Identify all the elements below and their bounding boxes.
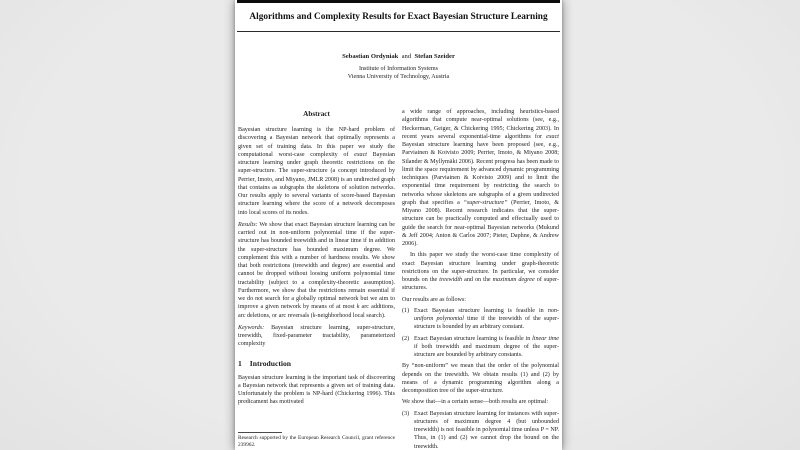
result-item-3 — [402, 410, 559, 450]
introduction-paragraph: Bayesian structure learning is the important task of discovering a Bayesian network that represents a given set of training data. Unfortunately the problem is NP-hard (Chickering 1996). This predicament has motivated — [238, 374, 395, 406]
keywords-paragraph: Keywords: Bayesian structure learning, super-structure, treewidth, fixed-parameter tractability, parameterized complexity — [238, 324, 395, 348]
two-column-body — [238, 108, 559, 450]
affiliation-university: Vienna University of Technology, Austria — [347, 74, 450, 80]
authors-line: Sebastian Ordyniak and Stefan Szeider — [342, 53, 455, 60]
footnote-rule — [238, 432, 282, 433]
results-paragraph: Results: We show that exact Bayesian structure learning can be carried out in non-uniform polynomial time if the super-structure has bounded treewidth and in linear time if in addition the super-structure has bounded maximum degree. We complement this with a number of hardness results. We show that both restrictions (treewidth and degree) are essential and cannot be dropped without loosing uniform polynomial time tractability (subject to a complexity-theoretic assumption). Furthermore, we show that the restrictions remain essential if we do not search for a globally optimal network but we aim to improve a given network by means of at most k arc additions, arc deletions, or arc reversals (k-neighborhood local search). — [238, 221, 395, 319]
col2-paragraph-optimal: We show that—in a certain sense—both results are optimal: — [402, 399, 549, 406]
col2-paragraph-results-intro: Our results are as follows: — [402, 296, 466, 303]
section-title: Introduction — [249, 358, 292, 368]
left-column — [238, 108, 395, 450]
section-number: 1 — [238, 358, 242, 368]
result-item-1 — [402, 307, 559, 332]
col2-paragraph-nonuniform: By “non-uniform” we mean that the order of the polynomial depends on the treewidth. We obtain results (1) and (2) by means of a dynamic programming algorithm along a decomposition tree of the super-structure. — [402, 363, 559, 394]
result-item-2-number: (2) — [402, 335, 410, 342]
title-top-rule — [237, 0, 560, 3]
col2-paragraph-this-paper: In this paper we study the worst-case time complexity of exact Bayesian structure learning under graph-theoretic restrictions on the super-structure. In particular, we consider bounds on the treewidth and on the maximum degree of super-structures. — [402, 252, 559, 292]
result-item-3-text: Exact Bayesian structure learning for instances with super-structures of maximum degree 4 (but unbounded treewidth) is not feasible in polynomial time unless P = NP. Thus, in (1) and (2) we cannot drop the bound on the treewidth. — [414, 410, 559, 450]
section-heading-introduction — [238, 359, 395, 368]
abstract-paragraph: Bayesian structure learning is the NP-hard problem of discovering a Bayesian network that optimally represents a given set of training data. In this paper we study the computational worst-case complexity of exact Bayesian structure learning under graph theoretic restrictions on the super-structure. The super-structure (a concept introduced by Perrier, Imoto, and Miyano, JMLR 2008) is an undirected graph that contains as subgraphs the skeletons of solution networks. Our results apply to several variants of score-based Bayesian structure learning where the score of a network decomposes into local scores of its nodes. — [238, 127, 395, 216]
result-item-1-number: (1) — [402, 307, 410, 314]
paper-title: Algorithms and Complexity Results for Exact Bayesian Structure Learning — [249, 12, 548, 22]
right-column — [402, 108, 559, 450]
footnote — [238, 432, 395, 449]
result-item-2-text: Exact Bayesian structure learning is feasible in linear time if both treewidth and maximum degree of the super-structure are bounded by arbitrary constants. — [414, 335, 559, 358]
title-bottom-rule — [237, 31, 560, 32]
result-item-1-text: Exact Bayesian structure learning is feasible in non-uniform polynomial time if the treewidth of the super-structure is bounded by an arbitrary constant. — [414, 307, 559, 331]
paper-page — [235, 0, 562, 450]
result-item-2 — [402, 335, 559, 360]
col2-paragraph-approaches: a wide range of approaches, including heuristics-based algorithms that compute near-optimal solutions (see, e.g., Heckerman, Geiger, & Chickering 1995; Chickering 2003). In recent years several exponential-time algorithms for exact Bayesian structure learning have been proposed (see, e.g., Parviainen & Koivisto 2009; Perrier, Imoto, & Miyano 2008; Silander & Myllymäki 2006). Recent progress has been made to limit the space requirement by advanced dynamic programming techniques (Parviainen & Koivisto 2009) and to limit the exponential time requirement by restricting the search to networks whose skeletons are subgraphs of a given undirected graph that specifies a “super-structure” (Perrier, Imoto, & Miyano 2008). Recent research indicates that the super-structure can be practically computed and effectually used to guide the search for near-optimal Bayesian networks (Mukund & Jeff 2004; Anton & Carlos 2007; Pieter, Daphne, & Andrew 2006). — [402, 109, 559, 247]
affiliation-institute: Institute of Information Systems — [358, 66, 439, 72]
result-item-3-number: (3) — [402, 410, 410, 417]
footnote-text: Research supported by the European Research Council, grant reference 239962. — [238, 435, 395, 449]
abstract-heading: Abstract — [303, 110, 330, 118]
